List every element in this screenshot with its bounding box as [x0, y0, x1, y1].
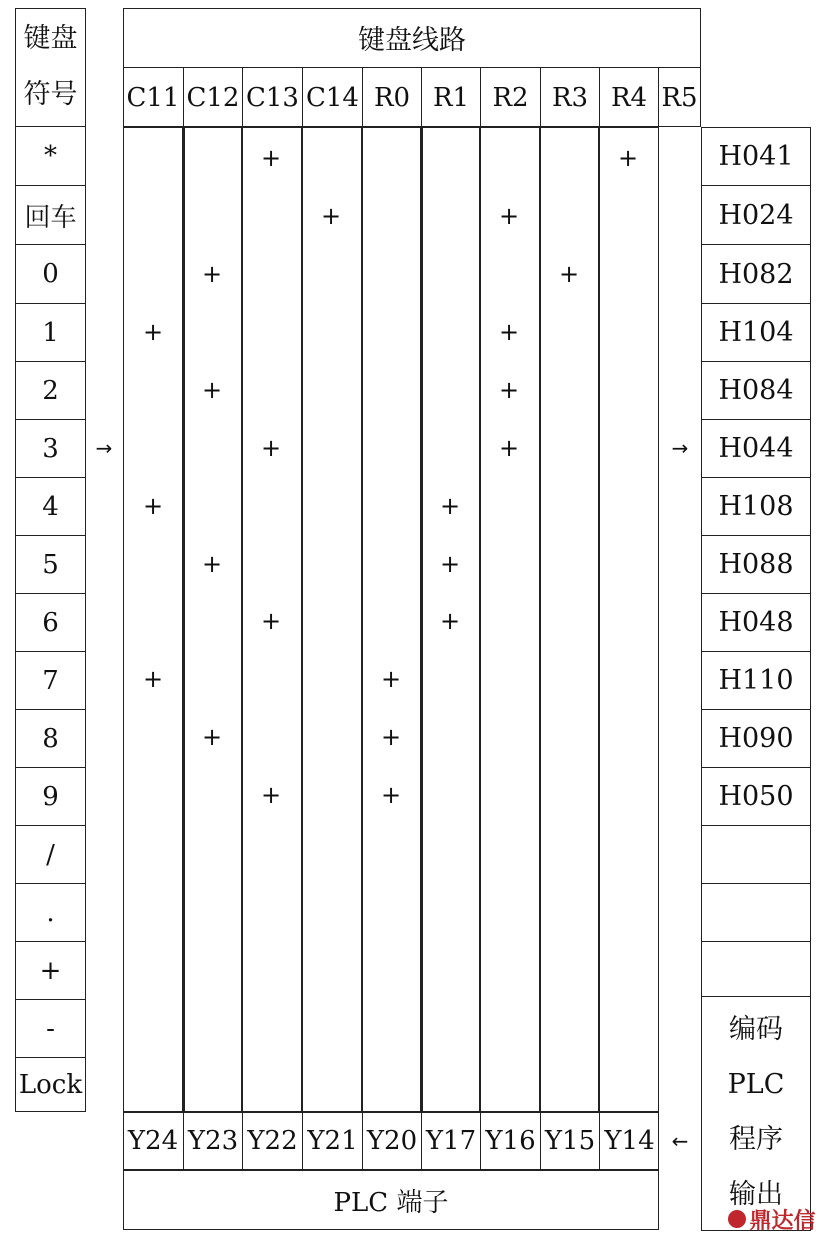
connection-mark: + — [201, 260, 223, 288]
column-header-r1: R1 — [421, 68, 480, 127]
encoding-cell: H090 — [701, 710, 811, 768]
encoding-cell: H084 — [701, 362, 811, 420]
encoding-footer-line: 编码 — [729, 1014, 783, 1045]
encoding-footer-line: PLC — [727, 1069, 785, 1100]
key-symbol-cell: / — [15, 826, 86, 884]
connection-mark: + — [201, 376, 223, 404]
encoding-cell: H082 — [701, 245, 811, 304]
encoding-cell: H048 — [701, 594, 811, 652]
plc-terminal-y17: Y17 — [421, 1112, 480, 1170]
watermark-logo — [722, 1203, 822, 1235]
key-symbol-cell: 0 — [15, 245, 86, 304]
key-symbol-cell: . — [15, 884, 86, 942]
column-divider — [241, 127, 243, 1112]
key-symbol-cell: 2 — [15, 362, 86, 420]
connection-mark: + — [142, 665, 164, 693]
connection-mark: + — [260, 607, 282, 635]
connection-mark: + — [260, 781, 282, 809]
key-symbol-cell: 9 — [15, 768, 86, 826]
connection-mark: + — [498, 434, 520, 462]
column-divider — [420, 127, 423, 1112]
connection-mark: + — [201, 723, 223, 751]
left-header-line: 符号 — [23, 79, 78, 110]
encoding-cell — [701, 942, 811, 997]
key-symbol-cell: + — [15, 942, 86, 1000]
key-symbol-cell: 6 — [15, 594, 86, 652]
watermark-text: 鼎达信 — [749, 1208, 816, 1234]
key-symbol-cell: 1 — [15, 304, 86, 362]
connection-mark: + — [617, 144, 639, 172]
column-divider — [301, 127, 303, 1112]
connection-mark: + — [380, 723, 402, 751]
connection-mark: + — [439, 550, 461, 578]
key-symbol-cell: 7 — [15, 652, 86, 710]
connection-mark: + — [439, 492, 461, 520]
column-header-r0: R0 — [362, 68, 421, 127]
plc-title: PLC 端子 — [333, 1187, 449, 1218]
connection-mark: + — [498, 318, 520, 346]
connection-mark: + — [558, 260, 580, 288]
plc-terminal-y21: Y21 — [302, 1112, 362, 1170]
plc-terminal-y23: Y23 — [183, 1112, 242, 1170]
encoding-cell: H110 — [701, 652, 811, 710]
arrow-left-icon: ← — [671, 1129, 689, 1153]
key-symbol-cell: 8 — [15, 710, 86, 768]
key-symbol-cell: 4 — [15, 478, 86, 536]
key-symbol-cell: 5 — [15, 536, 86, 594]
left-header-line: 键盘 — [23, 23, 78, 54]
connection-mark: + — [142, 318, 164, 346]
arrow-right-icon: → — [95, 436, 113, 460]
circuit-title: 键盘线路 — [123, 8, 701, 68]
encoding-cell: H044 — [701, 420, 811, 478]
column-divider — [182, 127, 185, 1112]
connection-mark: + — [201, 550, 223, 578]
key-symbol-cell: Lock — [18, 1070, 83, 1100]
connection-mark: + — [498, 202, 520, 230]
column-header-c11: C11 — [126, 82, 180, 113]
encoding-cell: H104 — [701, 304, 811, 362]
column-divider — [539, 127, 541, 1112]
plc-terminal-y15: Y15 — [540, 1112, 599, 1170]
encoding-cell: H050 — [701, 768, 811, 826]
encoding-footer — [701, 1000, 811, 1231]
encoding-cell: H024 — [701, 186, 811, 245]
column-header-c13: C13 — [242, 68, 302, 127]
column-divider — [598, 127, 600, 1112]
column-header-c14: C14 — [302, 68, 362, 127]
plc-terminal-y20: Y20 — [362, 1112, 421, 1170]
plc-terminal-y22: Y22 — [242, 1112, 302, 1170]
arrow-right-icon: → — [671, 436, 689, 460]
left-header — [15, 8, 86, 127]
encoding-cell: H088 — [701, 536, 811, 594]
encoding-cell — [701, 884, 811, 942]
column-header-r2: R2 — [480, 68, 540, 127]
connection-mark: + — [380, 781, 402, 809]
encoding-footer-line: 输出 — [729, 1179, 783, 1210]
plc-terminal-y14: Y14 — [599, 1112, 659, 1170]
key-symbol-cell: 3 — [15, 420, 86, 478]
column-header-c12: C12 — [183, 68, 242, 127]
column-header-r5: R5 — [658, 68, 700, 127]
connection-mark: + — [142, 492, 164, 520]
encoding-cell: H108 — [701, 478, 811, 536]
encoding-cell: H041 — [701, 127, 811, 186]
column-divider — [479, 127, 481, 1112]
plc-terminal-y24: Y24 — [127, 1126, 179, 1156]
key-symbol-cell: - — [15, 1000, 86, 1058]
connection-mark: + — [380, 665, 402, 693]
connection-mark: + — [260, 434, 282, 462]
watermark-mark-icon — [728, 1210, 746, 1228]
key-symbol-cell: * — [15, 127, 86, 186]
connection-mark: + — [260, 144, 282, 172]
encoding-cell — [701, 826, 811, 884]
column-divider — [361, 127, 363, 1112]
connection-mark: + — [498, 376, 520, 404]
plc-terminal-y16: Y16 — [480, 1112, 540, 1170]
column-header-r3: R3 — [540, 68, 599, 127]
key-symbol-cell: 回车 — [15, 186, 86, 245]
connection-mark: + — [439, 607, 461, 635]
connection-mark: + — [320, 202, 342, 230]
encoding-footer-line: 程序 — [729, 1124, 783, 1155]
column-header-r4: R4 — [599, 68, 658, 127]
